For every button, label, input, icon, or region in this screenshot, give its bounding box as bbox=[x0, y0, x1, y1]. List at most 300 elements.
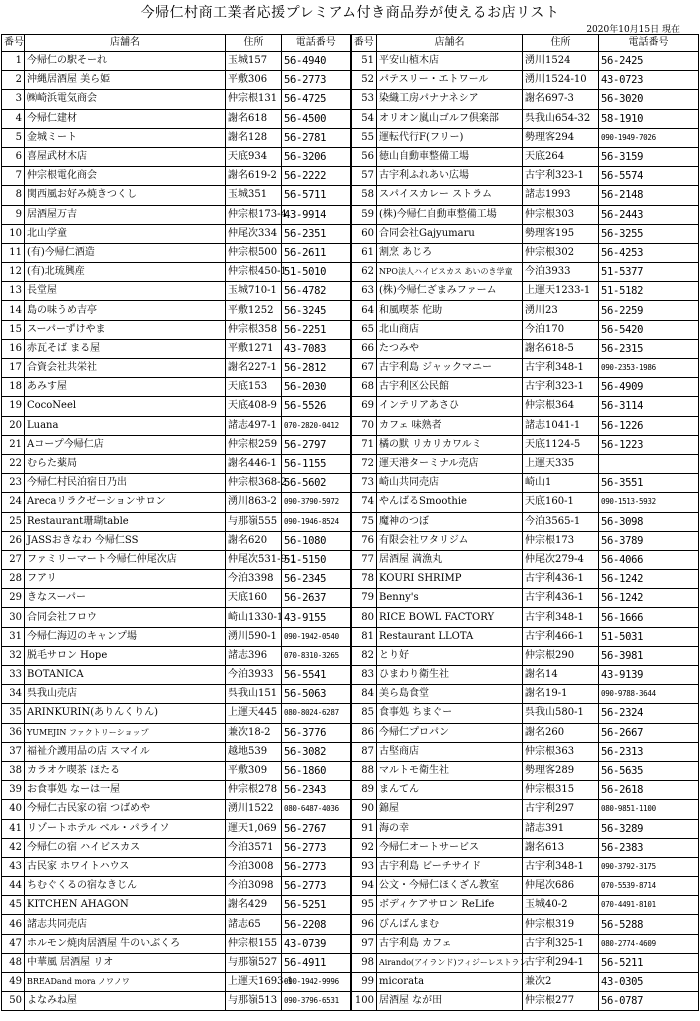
shop-name: 古宇利島 ジャックマニー bbox=[377, 359, 523, 378]
shop-name: 今帰仁の宿 ハイビスカス bbox=[25, 838, 226, 857]
shop-number: 7 bbox=[2, 167, 25, 186]
shop-address: 湧川1522 bbox=[226, 800, 282, 819]
shop-address: 謝名697-3 bbox=[523, 90, 599, 109]
shop-name: 運転代行F(フリー) bbox=[377, 128, 523, 147]
shop-phone: 56-2425 bbox=[599, 52, 699, 71]
shop-name: ボディケアサロン ReLife bbox=[377, 896, 523, 915]
shop-number: 15 bbox=[2, 320, 25, 339]
shop-number: 92 bbox=[351, 838, 377, 857]
shop-number: 90 bbox=[351, 800, 377, 819]
shop-name: 魔神のつぼ bbox=[377, 512, 523, 531]
shop-number: 10 bbox=[2, 224, 25, 243]
table-row bbox=[2, 416, 699, 435]
shop-name: 居酒屋 満漁丸 bbox=[377, 550, 523, 569]
table-header-row bbox=[2, 35, 699, 52]
shop-address: 諸志1041-1 bbox=[523, 416, 599, 435]
shop-number: 61 bbox=[351, 243, 377, 262]
table-row bbox=[2, 627, 699, 646]
shop-number: 93 bbox=[351, 857, 377, 876]
shop-name: (株)今帰仁ざまみファーム bbox=[377, 282, 523, 301]
shop-address: 古宇利436-1 bbox=[523, 570, 599, 589]
shop-phone: 56-2148 bbox=[599, 186, 699, 205]
shop-name: (有)今帰仁酒造 bbox=[25, 243, 226, 262]
shop-name: 古民家 ホワイトハウス bbox=[25, 857, 226, 876]
shop-address: 運天1,069 bbox=[226, 819, 282, 838]
shop-name: ARINKURIN(ありんくりん) bbox=[25, 704, 226, 723]
shop-phone: 56-4911 bbox=[282, 953, 351, 972]
shop-number: 24 bbox=[2, 493, 25, 512]
shop-number: 53 bbox=[351, 90, 377, 109]
table-row bbox=[2, 359, 699, 378]
shop-address: 仲尾次334 bbox=[226, 224, 282, 243]
shop-phone: 080-6487-4036 bbox=[282, 800, 351, 819]
shop-name: KOURI SHRIMP bbox=[377, 570, 523, 589]
shop-phone: 56-5420 bbox=[599, 320, 699, 339]
shop-phone: 43-9155 bbox=[282, 608, 351, 627]
shop-number: 37 bbox=[2, 742, 25, 761]
shop-phone: 090-3790-5972 bbox=[282, 493, 351, 512]
shop-name: 古宇利ふれあい広場 bbox=[377, 167, 523, 186]
shop-phone: 080-9851-1100 bbox=[599, 800, 699, 819]
shop-name: Luana bbox=[25, 416, 226, 435]
table-row bbox=[2, 781, 699, 800]
shop-name: Aコープ今帰仁店 bbox=[25, 435, 226, 454]
shop-name: 喜屋武材木店 bbox=[25, 147, 226, 166]
shop-address: 古宇利294-1 bbox=[523, 953, 599, 972]
shop-number: 46 bbox=[2, 915, 25, 934]
shop-phone: 58-1910 bbox=[599, 109, 699, 128]
shop-phone: 56-3776 bbox=[282, 723, 351, 742]
shop-number: 1 bbox=[2, 52, 25, 71]
shop-address: 今泊3008 bbox=[226, 857, 282, 876]
shop-phone: 51-5031 bbox=[599, 627, 699, 646]
shop-address: 上運天335 bbox=[523, 454, 599, 473]
shop-phone: 56-2383 bbox=[599, 838, 699, 857]
shop-number: 62 bbox=[351, 263, 377, 282]
shop-address: 諸志497-1 bbox=[226, 416, 282, 435]
shop-phone: 43-7083 bbox=[282, 339, 351, 358]
shop-phone: 56-1226 bbox=[599, 416, 699, 435]
shop-phone: 56-1155 bbox=[282, 454, 351, 473]
shop-address: 上運天445 bbox=[226, 704, 282, 723]
shop-number: 64 bbox=[351, 301, 377, 320]
shop-number: 80 bbox=[351, 608, 377, 627]
shop-name: スーパーずけやま bbox=[25, 320, 226, 339]
shop-number: 47 bbox=[2, 934, 25, 953]
shop-address: 諸志65 bbox=[226, 915, 282, 934]
shop-number: 72 bbox=[351, 454, 377, 473]
shop-address: 平敷306 bbox=[226, 71, 282, 90]
shop-name: 赤瓦そば まる屋 bbox=[25, 339, 226, 358]
shop-address: 与那嶺527 bbox=[226, 953, 282, 972]
shop-phone: 56-5635 bbox=[599, 761, 699, 780]
shop-phone: 56-5251 bbox=[282, 896, 351, 915]
shop-table bbox=[1, 34, 699, 1011]
table-row bbox=[2, 953, 699, 972]
shop-address: 謝名128 bbox=[226, 128, 282, 147]
shop-number: 82 bbox=[351, 646, 377, 665]
shop-name: BOTANICA bbox=[25, 666, 226, 685]
shop-address: 古宇利297 bbox=[523, 800, 599, 819]
shop-name: 有限会社ワタリジム bbox=[377, 531, 523, 550]
shop-address: 仲宗根278 bbox=[226, 781, 282, 800]
shop-number: 67 bbox=[351, 359, 377, 378]
shop-name: 今帰仁の駅そーれ bbox=[25, 52, 226, 71]
shop-number: 91 bbox=[351, 819, 377, 838]
shop-phone: 070-4491-8101 bbox=[599, 896, 699, 915]
shop-phone: 51-5150 bbox=[282, 550, 351, 569]
shop-number: 3 bbox=[2, 90, 25, 109]
shop-address: 古宇利348-1 bbox=[523, 608, 599, 627]
shop-number: 66 bbox=[351, 339, 377, 358]
shop-address: 平敷1252 bbox=[226, 301, 282, 320]
shop-address: 平敷1271 bbox=[226, 339, 282, 358]
shop-address: 仲宗根259 bbox=[226, 435, 282, 454]
shop-number: 14 bbox=[2, 301, 25, 320]
shop-number: 9 bbox=[2, 205, 25, 224]
shop-address: 仲宗根358 bbox=[226, 320, 282, 339]
shop-phone: 43-0723 bbox=[599, 71, 699, 90]
shop-phone: 56-2259 bbox=[599, 301, 699, 320]
shop-number: 19 bbox=[2, 397, 25, 416]
shop-number: 51 bbox=[351, 52, 377, 71]
shop-name: 仲宗根電化商会 bbox=[25, 167, 226, 186]
shop-address: 仲宗根450-1 bbox=[226, 263, 282, 282]
shop-phone: 51-5377 bbox=[599, 263, 699, 282]
table-row bbox=[2, 109, 699, 128]
shop-address: 古宇利436-1 bbox=[523, 589, 599, 608]
shop-address: 玉城710-1 bbox=[226, 282, 282, 301]
shop-name: ホルモン焼肉居酒屋 牛のいぶくろ bbox=[25, 934, 226, 953]
shop-phone bbox=[599, 454, 699, 473]
shop-name: むらた薬局 bbox=[25, 454, 226, 473]
shop-name: 長堂屋 bbox=[25, 282, 226, 301]
shop-name: Benny's bbox=[377, 589, 523, 608]
table-row bbox=[2, 493, 699, 512]
shop-phone: 56-3159 bbox=[599, 147, 699, 166]
shop-number: 48 bbox=[2, 953, 25, 972]
table-row bbox=[2, 243, 699, 262]
shop-number: 11 bbox=[2, 243, 25, 262]
shop-number: 81 bbox=[351, 627, 377, 646]
shop-name: 崎山共同売店 bbox=[377, 474, 523, 493]
shop-phone: 43-0305 bbox=[599, 973, 699, 992]
shop-name: カラオケ喫茶 ほたる bbox=[25, 761, 226, 780]
shop-number: 60 bbox=[351, 224, 377, 243]
shop-phone: 070-5539-8714 bbox=[599, 877, 699, 896]
shop-address: 今泊3571 bbox=[226, 838, 282, 857]
shop-phone: 56-1242 bbox=[599, 589, 699, 608]
shop-name: ひまわり衛生社 bbox=[377, 666, 523, 685]
shop-number: 21 bbox=[2, 435, 25, 454]
shop-phone: 56-2781 bbox=[282, 128, 351, 147]
shop-number: 52 bbox=[351, 71, 377, 90]
shop-number: 26 bbox=[2, 531, 25, 550]
table-row bbox=[2, 704, 699, 723]
table-row bbox=[2, 761, 699, 780]
shop-number: 39 bbox=[2, 781, 25, 800]
table-row bbox=[2, 301, 699, 320]
table-row bbox=[2, 723, 699, 742]
shop-number: 36 bbox=[2, 723, 25, 742]
shop-number: 75 bbox=[351, 512, 377, 531]
table-row bbox=[2, 685, 699, 704]
shop-phone: 56-2324 bbox=[599, 704, 699, 723]
shop-number: 79 bbox=[351, 589, 377, 608]
table-row bbox=[2, 973, 699, 992]
shop-address: 上運天1233-1 bbox=[523, 282, 599, 301]
table-row bbox=[2, 838, 699, 857]
shop-number: 5 bbox=[2, 128, 25, 147]
shop-name: JASSおきなわ 今帰仁SS bbox=[25, 531, 226, 550]
shop-address: 仲宗根290 bbox=[523, 646, 599, 665]
shop-address: 諸志396 bbox=[226, 646, 282, 665]
shop-address: 謝名260 bbox=[523, 723, 599, 742]
shop-phone: 080-2774-4609 bbox=[599, 934, 699, 953]
shop-address: 崎山1 bbox=[523, 474, 599, 493]
shop-name: CocoNeel bbox=[25, 397, 226, 416]
shop-address: 仲宗根302 bbox=[523, 243, 599, 262]
shop-number: 25 bbox=[2, 512, 25, 531]
shop-phone: 56-2773 bbox=[282, 877, 351, 896]
shop-number: 44 bbox=[2, 877, 25, 896]
shop-number: 42 bbox=[2, 838, 25, 857]
shop-name: 和風喫茶 佗助 bbox=[377, 301, 523, 320]
table-row bbox=[2, 454, 699, 473]
shop-phone: 56-4253 bbox=[599, 243, 699, 262]
shop-name: とり好 bbox=[377, 646, 523, 665]
shop-phone: 56-5574 bbox=[599, 167, 699, 186]
shop-address: 兼次2 bbox=[523, 973, 599, 992]
shop-name: 脱毛サロン Hope bbox=[25, 646, 226, 665]
shop-address: 仲宗根131 bbox=[226, 90, 282, 109]
shop-phone: 070-2820-0412 bbox=[282, 416, 351, 435]
shop-phone: 51-5182 bbox=[599, 282, 699, 301]
table-row bbox=[2, 589, 699, 608]
shop-number: 28 bbox=[2, 570, 25, 589]
shop-number: 96 bbox=[351, 915, 377, 934]
shop-number: 45 bbox=[2, 896, 25, 915]
shop-number: 35 bbox=[2, 704, 25, 723]
table-row bbox=[2, 666, 699, 685]
shop-name: あみす屋 bbox=[25, 378, 226, 397]
shop-name: お食事処 なーは一屋 bbox=[25, 781, 226, 800]
shop-name: (株)今帰仁自動車整備工場 bbox=[377, 205, 523, 224]
table-row bbox=[2, 90, 699, 109]
shop-number: 71 bbox=[351, 435, 377, 454]
shop-address: 古宇利323-1 bbox=[523, 167, 599, 186]
shop-number: 87 bbox=[351, 742, 377, 761]
shop-phone: 56-3098 bbox=[599, 512, 699, 531]
shop-name: 沖縄居酒屋 美ら姫 bbox=[25, 71, 226, 90]
shop-phone: 56-3255 bbox=[599, 224, 699, 243]
shop-number: 50 bbox=[2, 992, 25, 1011]
shop-address: 古宇利325-1 bbox=[523, 934, 599, 953]
shop-phone: 56-3020 bbox=[599, 90, 699, 109]
shop-phone: 070-8310-3265 bbox=[282, 646, 351, 665]
shop-address: 平敷309 bbox=[226, 761, 282, 780]
shop-phone: 56-2313 bbox=[599, 742, 699, 761]
shop-address: 諸志391 bbox=[523, 819, 599, 838]
shop-phone: 090-9788-3644 bbox=[599, 685, 699, 704]
shop-address: 上運天1693-1 bbox=[226, 973, 282, 992]
shop-phone: 56-2797 bbox=[282, 435, 351, 454]
shop-number: 77 bbox=[351, 550, 377, 569]
shop-name: 島の味うめ吉亭 bbox=[25, 301, 226, 320]
shop-number: 6 bbox=[2, 147, 25, 166]
shop-address: 呉我山580-1 bbox=[523, 704, 599, 723]
shop-number: 29 bbox=[2, 589, 25, 608]
shop-address: 越地539 bbox=[226, 742, 282, 761]
shop-phone: 090-1513-5932 bbox=[599, 493, 699, 512]
shop-address: 湧川863-2 bbox=[226, 493, 282, 512]
shop-name: 今帰仁海辺のキャンプ場 bbox=[25, 627, 226, 646]
table-row bbox=[2, 263, 699, 282]
shop-address: 仲宗根315 bbox=[523, 781, 599, 800]
shop-phone: 56-4782 bbox=[282, 282, 351, 301]
shop-phone: 56-5211 bbox=[599, 953, 699, 972]
table-row bbox=[2, 896, 699, 915]
shop-phone: 56-3114 bbox=[599, 397, 699, 416]
shop-address: 謝名613 bbox=[523, 838, 599, 857]
table-row bbox=[2, 397, 699, 416]
shop-number: 78 bbox=[351, 570, 377, 589]
shop-number: 32 bbox=[2, 646, 25, 665]
shop-address: 仲宗根277 bbox=[523, 992, 599, 1011]
shop-address: 天底160-1 bbox=[523, 493, 599, 512]
table-row bbox=[2, 147, 699, 166]
shop-number: 70 bbox=[351, 416, 377, 435]
shop-address: 与那嶺555 bbox=[226, 512, 282, 531]
shop-phone: 43-9914 bbox=[282, 205, 351, 224]
shop-number: 95 bbox=[351, 896, 377, 915]
shop-address: 玉城40-2 bbox=[523, 896, 599, 915]
table-body bbox=[2, 52, 699, 1011]
shop-phone: 56-3551 bbox=[599, 474, 699, 493]
shop-number: 56 bbox=[351, 147, 377, 166]
shop-number: 43 bbox=[2, 857, 25, 876]
shop-number: 100 bbox=[351, 992, 377, 1011]
shop-address: 仲尾次531-9-1 bbox=[226, 550, 282, 569]
shop-name: びんばんまむ bbox=[377, 915, 523, 934]
page-title: 今帰仁村商工業者応援プレミアム付き商品券が使えるお店リスト bbox=[140, 5, 560, 21]
date-label: 2020年10月15日 現在 bbox=[586, 25, 680, 35]
table-row bbox=[2, 224, 699, 243]
shop-number: 18 bbox=[2, 378, 25, 397]
header-shop-name: 店舗名 bbox=[25, 35, 226, 52]
table-row bbox=[2, 205, 699, 224]
shop-name: 錦屋 bbox=[377, 800, 523, 819]
shop-number: 38 bbox=[2, 761, 25, 780]
shop-name: よなみね屋 bbox=[25, 992, 226, 1011]
shop-name: 今帰仁建材 bbox=[25, 109, 226, 128]
shop-name: KITCHEN AHAGON bbox=[25, 896, 226, 915]
shop-address: 古宇利348-1 bbox=[523, 857, 599, 876]
shop-number: 20 bbox=[2, 416, 25, 435]
shop-address: 勢理客289 bbox=[523, 761, 599, 780]
shop-address: 謝名19-1 bbox=[523, 685, 599, 704]
shop-number: 59 bbox=[351, 205, 377, 224]
shop-address: 天底153 bbox=[226, 378, 282, 397]
shop-number: 2 bbox=[2, 71, 25, 90]
shop-phone: 56-5063 bbox=[282, 685, 351, 704]
shop-number: 63 bbox=[351, 282, 377, 301]
shop-phone: 56-1223 bbox=[599, 435, 699, 454]
shop-address: 謝名618 bbox=[226, 109, 282, 128]
shop-address: 謝名429 bbox=[226, 896, 282, 915]
shop-name: たつみや bbox=[377, 339, 523, 358]
shop-address: 兼次18-2 bbox=[226, 723, 282, 742]
shop-phone: 56-1860 bbox=[282, 761, 351, 780]
table-row bbox=[2, 435, 699, 454]
shop-name: 今帰仁プロパン bbox=[377, 723, 523, 742]
shop-address: 謝名14 bbox=[523, 666, 599, 685]
shop-name: カフェ 味熟者 bbox=[377, 416, 523, 435]
shop-address: 天底264 bbox=[523, 147, 599, 166]
shop-name: ㈱崎浜電気商会 bbox=[25, 90, 226, 109]
shop-phone: 56-3082 bbox=[282, 742, 351, 761]
shop-phone: 56-2773 bbox=[282, 71, 351, 90]
shop-name: リゾートホテル ベル・パライソ bbox=[25, 819, 226, 838]
shop-name: 合同会社Gajyumaru bbox=[377, 224, 523, 243]
table-row bbox=[2, 378, 699, 397]
shop-name: BREADand mora ノワノワ bbox=[25, 973, 226, 992]
shop-name: Restaurant LLOTA bbox=[377, 627, 523, 646]
table-row bbox=[2, 282, 699, 301]
table-row bbox=[2, 167, 699, 186]
table-row bbox=[2, 742, 699, 761]
header-address: 住所 bbox=[226, 35, 282, 52]
shop-address: 古宇利348-1 bbox=[523, 359, 599, 378]
shop-address: 勢理客294 bbox=[523, 128, 599, 147]
shop-phone: 56-4909 bbox=[599, 378, 699, 397]
shop-phone: 090-2353-1986 bbox=[599, 359, 699, 378]
shop-name: 古堅商店 bbox=[377, 742, 523, 761]
shop-address: 仲宗根500 bbox=[226, 243, 282, 262]
shop-name: 古宇利島 カフェ bbox=[377, 934, 523, 953]
shop-name: ファミリーマート今帰仁仲尾次店 bbox=[25, 550, 226, 569]
shop-number: 34 bbox=[2, 685, 25, 704]
shop-address: 謝名446-1 bbox=[226, 454, 282, 473]
shop-address: 諸志1993 bbox=[523, 186, 599, 205]
shop-address: 古宇利323-1 bbox=[523, 378, 599, 397]
shop-name: 北山学童 bbox=[25, 224, 226, 243]
shop-name: 運天港ターミナル売店 bbox=[377, 454, 523, 473]
shop-phone: 56-3981 bbox=[599, 646, 699, 665]
shop-address: 仲尾次686 bbox=[523, 877, 599, 896]
shop-number: 8 bbox=[2, 186, 25, 205]
header-number: 番号 bbox=[351, 35, 377, 52]
shop-name: (有)北琉興産 bbox=[25, 263, 226, 282]
shop-name: 合資会社共栄社 bbox=[25, 359, 226, 378]
shop-phone: 43-9139 bbox=[599, 666, 699, 685]
shop-number: 89 bbox=[351, 781, 377, 800]
shop-number: 97 bbox=[351, 934, 377, 953]
shop-address: 古宇利466-1 bbox=[523, 627, 599, 646]
table-row bbox=[2, 186, 699, 205]
shop-phone: 090-1942-9996 bbox=[282, 973, 351, 992]
shop-number: 16 bbox=[2, 339, 25, 358]
shop-phone: 090-3796-6531 bbox=[282, 992, 351, 1011]
shop-name: Airando(アイランド)フィジーレストラン bbox=[377, 953, 523, 972]
shop-name: NPO法人ハイビスカス あいのき学童 bbox=[377, 263, 523, 282]
table-row bbox=[2, 71, 699, 90]
shop-name: 今帰仁村民泊宿日乃出 bbox=[25, 474, 226, 493]
shop-phone: 56-2208 bbox=[282, 915, 351, 934]
shop-name: 古宇利島 ビーチサイド bbox=[377, 857, 523, 876]
shop-name: きなスーパー bbox=[25, 589, 226, 608]
table-row bbox=[2, 877, 699, 896]
